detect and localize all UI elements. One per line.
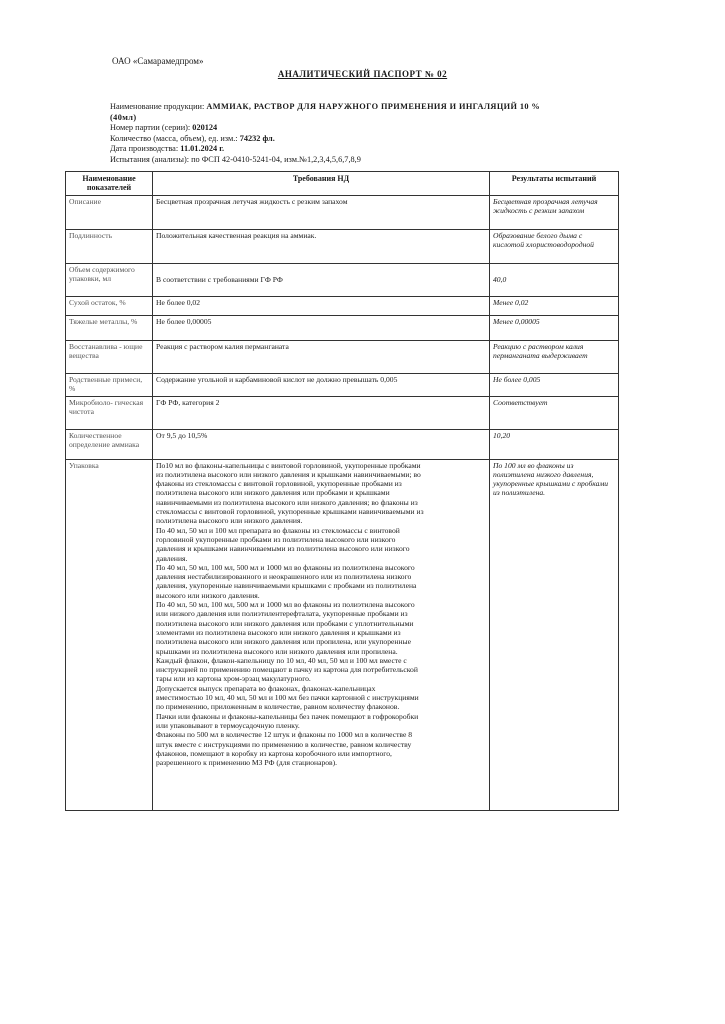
product-volume: (40мл) [110,112,137,122]
packaging-line: полиэтилена высокого или низкого давления или пробками и крышками [156,488,390,498]
meta-date-row [110,144,620,155]
meta-quantity-row [110,134,620,145]
packaging-line: полиэтилена высокого или низкого давления. [156,516,303,526]
analysis-table [65,171,619,811]
row-requirement: Содержание угольной и карбаминовой кислот не должно превышать 0,005 [153,373,490,396]
packaging-line: крышками из полиэтилена высокого или низкого давления или пропилена. [156,646,398,656]
header-indicator: Наименование показателей [66,172,153,196]
table-row [66,429,619,459]
packaging-line: давления и крышками навинчиваемыми из полиэтилена высокого или низкого [156,544,410,554]
row-requirement: В соответствии с требованиями ГФ РФ [153,263,490,296]
packaging-line: из полиэтилена высокого или низкого давления и крышками навинчиваемыми; во [156,469,421,479]
packaging-line: давления. [156,553,188,563]
header-requirement: Требования НД [153,172,490,196]
packaging-line: навинчиваемыми из полиэтилена высокого или низкого давления; во флаконы из [156,497,418,507]
row-name: Сухой остаток, % [66,296,153,315]
packaging-line: вместимостью 10 мл, 40 мл, 50 мл и 100 мл без пачки картонной с инструкциями [156,693,419,703]
meta-volume-row [110,113,620,124]
meta-tests-row [110,155,620,166]
packaging-line: флаконов, помещают в коробку из картона коробочного или импортного, [156,748,392,758]
header-result: Результаты испытаний [490,172,619,196]
table-row [66,195,619,229]
packaging-line: штук вместе с инструкциями по применению в количестве, равном количеству [156,739,412,749]
packaging-requirement [153,459,490,811]
row-requirement: Положительная качественная реакция на аммиак. [153,229,490,263]
batch-value: 020124 [192,123,218,133]
table-row [66,315,619,340]
passport-meta [110,102,620,166]
product-name: АММИАК, РАСТВОР ДЛЯ НАРУЖНОГО ПРИМЕНЕНИЯ И ИНГАЛЯЦИЙ 10 % [206,102,541,111]
row-requirement: Не более 0,00005 [153,315,490,340]
packaging-line: Допускается выпуск препарата во флаконах, флаконах-капельницах [156,683,376,693]
row-name: Упаковка [66,459,153,811]
row-result: 10,20 [490,429,619,459]
meta-batch-row [110,123,620,134]
packaging-line: Каждый флакон, флакон-капельницу по 10 мл, 40 мл, 50 мл и 100 мл вместе с [156,655,407,665]
row-result: По 100 мл во флаконы из полиэтилена низкого давления, укупоренные крышками с пробками из полиэтилена. [490,459,619,811]
packaging-line: Флаконы по 500 мл в количестве 12 штук и флаконы по 1000 мл в количестве 8 [156,730,413,740]
row-requirement: ГФ РФ, категория 2 [153,396,490,429]
row-name: Количественное определение аммиака [66,429,153,459]
quantity-value: 74232 фл. [239,133,275,143]
packaging-line: По 40 мл, 50 мл и 100 мл препарата во флаконы из стекломассы с винтовой [156,525,400,535]
packaging-line: полиэтилена высокого или низкого давления или пробками с уплотнительными [156,618,414,628]
packaging-line: или упаковывают в термоусадочную пленку. [156,720,300,730]
table-row [66,296,619,315]
packaging-line: По 40 мл, 50 мл, 100 мл, 500 мл и 1000 мл во флаконы из полиэтилена высокого [156,562,415,572]
product-label: Наименование продукции: [110,102,205,111]
packaging-line: По 40 мл, 50 мл, 100 мл, 500 мл и 1000 мл во флаконы из полиэтилена высокого [156,600,415,610]
packaging-line: по применению, приложенным в количестве, равном количеству флаконов. [156,702,400,712]
row-name: Описание [66,195,153,229]
packaging-line: стекломассы с винтовой горловиной, укупоренные крышками навинчиваемыми из [156,507,424,517]
packaging-line: разрешенного к применению МЗ РФ (для стационаров). [156,758,338,768]
row-name: Тяжелые металлы, % [66,315,153,340]
packaging-line: полиэтилена высокого или низкого давления или пропилена, или укупоренные [156,637,411,647]
row-result: Соответствует [490,396,619,429]
table-row [66,229,619,263]
row-result: Менее 0,02 [490,296,619,315]
date-value: 11.01.2024 г. [180,144,225,154]
document-title [0,69,725,79]
packaging-line: элементами из полиэтилена высокого или низкого давления и крышками из [156,627,401,637]
tests-label: Испытания (анализы): по ФСП 42-0410-5241-04, изм.№1,2,3,4,5,6,7,8,9 [110,154,361,164]
row-result: Образование белого дыма с кислотой хлористоводородной [490,229,619,263]
packaging-line: По10 мл во флаконы-капельницы с винтовой горловиной, укупоренные пробками [156,460,421,470]
row-result: Бесцветная прозрачная летучая жидкость с резким запахом [490,195,619,229]
table-row [66,396,619,429]
row-result: Реакцию с раствором калия перманганата выдерживает [490,340,619,373]
row-result: 40,0 [490,263,619,296]
packaging-line: высокого или низкого давления. [156,590,260,600]
quantity-label: Количество (масса, объем), ед. изм.: [110,133,238,143]
packaging-line: или низкого давления или полиэтилентерефталата, укупоренные пробками из [156,609,408,619]
row-result: Не более 0,005 [490,373,619,396]
row-name: Восстанавлива - ющие вещества [66,340,153,373]
packaging-line: горловиной укупоренные пробками из полиэтилена высокого или низкого [156,534,396,544]
row-requirement: От 9,5 до 10,5% [153,429,490,459]
packaging-spacer [156,767,486,809]
table-header-row [66,172,619,196]
row-name: Объем содержимого упаковки, мл [66,263,153,296]
row-requirement: Реакция с раствором калия перманганата [153,340,490,373]
packaging-line: тары или из картона хром-эрзац макулатурного. [156,674,311,684]
row-requirement: Бесцветная прозрачная летучая жидкость с резким запахом [153,195,490,229]
packaging-line: инструкцией по применению помещают в пачку из картона для потребительской [156,665,418,675]
row-name: Родственные примеси, % [66,373,153,396]
row-name: Подлинность [66,229,153,263]
table-row [66,373,619,396]
date-label: Дата производства: [110,144,179,154]
document-title-text: АНАЛИТИЧЕСКИЙ ПАСПОРТ № 02 [277,69,448,79]
batch-label: Номер партии (серии): [110,123,191,133]
table-row-packaging [66,459,619,811]
table-row [66,263,619,296]
packaging-lines [156,461,486,768]
row-requirement: Не более 0,02 [153,296,490,315]
meta-product-row [110,102,620,113]
row-result: Менее 0,00005 [490,315,619,340]
packaging-line: давления, укупоренные навинчиваемыми крышками с пробками из полиэтилена [156,581,417,591]
company-name: ОАО «Самарамедпром» [112,56,204,66]
packaging-line: флаконы из стекломассы с винтовой горловиной, укупоренные пробками из [156,479,402,489]
row-name: Микробиоло- гическая чистота [66,396,153,429]
packaging-line: давления нестабилизированного и неокрашенного или из полиэтилена низкого [156,572,412,582]
table-row [66,340,619,373]
packaging-line: Пачки или флаконы и флаконы-капельницы без пачек помещают в гофрокоробки [156,711,419,721]
